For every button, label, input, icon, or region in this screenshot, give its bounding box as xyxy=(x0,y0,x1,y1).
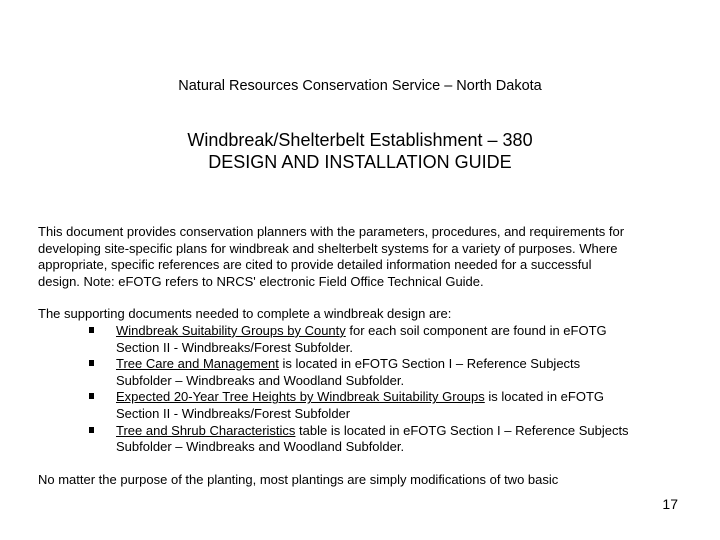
list-item xyxy=(38,356,706,389)
list-item-text: is located in eFOTG Section I – Reference Subjects xyxy=(278,356,581,372)
page-number: 17 xyxy=(662,496,678,512)
document-title xyxy=(0,129,720,173)
tree-shrub-characteristics-link[interactable]: Tree and Shrub Characteristics xyxy=(116,422,296,438)
title-line-2: DESIGN AND INSTALLATION GUIDE xyxy=(208,152,512,172)
list-item xyxy=(38,423,706,456)
intro-line: This document provides conservation planners with the parameters, procedures, and requirements for xyxy=(38,224,625,239)
bullet-icon xyxy=(89,360,94,366)
intro-paragraph xyxy=(38,224,706,290)
list-item-text: for each soil component are found in eFOTG xyxy=(345,322,607,338)
bullet-icon xyxy=(89,427,94,433)
windbreak-suitability-link[interactable]: Windbreak Suitability Groups by County xyxy=(116,322,346,338)
agency-header: Natural Resources Conservation Service – North Dakota xyxy=(178,78,542,94)
title-line-1: Windbreak/Shelterbelt Establishment – 380 xyxy=(187,130,533,150)
list-item-continuation: Subfolder – Windbreaks and Woodland Subfolder. xyxy=(116,372,405,388)
supporting-documents-list xyxy=(38,323,706,456)
intro-line: design. Note: eFOTG refers to NRCS' electronic Field Office Technical Guide. xyxy=(38,273,484,289)
list-item-text: table is located in eFOTG Section I – Reference Subjects xyxy=(295,422,629,438)
list-item-continuation: Section II - Windbreaks/Forest Subfolder. xyxy=(116,339,353,355)
tree-heights-link[interactable]: Expected 20-Year Tree Heights by Windbreak Suitability Groups xyxy=(116,389,485,405)
list-item-continuation: Section II - Windbreaks/Forest Subfolder xyxy=(116,405,351,421)
list-item xyxy=(38,389,706,422)
document-body xyxy=(38,224,706,488)
supporting-documents-section xyxy=(38,306,706,455)
tree-care-link[interactable]: Tree Care and Management xyxy=(116,356,279,372)
intro-line: developing site-specific plans for windbreak and shelterbelt systems for a variety of purposes. Where xyxy=(38,240,618,256)
intro-line: appropriate, specific references are cited to provide detailed information needed for a successful xyxy=(38,257,592,273)
list-item-text: is located in eFOTG xyxy=(484,389,604,405)
footer-area xyxy=(0,488,720,540)
bullet-icon xyxy=(89,327,94,333)
bullet-icon xyxy=(89,393,94,399)
list-item xyxy=(38,323,706,356)
closing-paragraph: No matter the purpose of the planting, most plantings are simply modifications of two basic xyxy=(38,471,559,487)
list-item-continuation: Subfolder – Windbreaks and Woodland Subfolder. xyxy=(116,439,405,455)
supporting-heading: The supporting documents needed to complete a windbreak design are: xyxy=(38,306,452,322)
